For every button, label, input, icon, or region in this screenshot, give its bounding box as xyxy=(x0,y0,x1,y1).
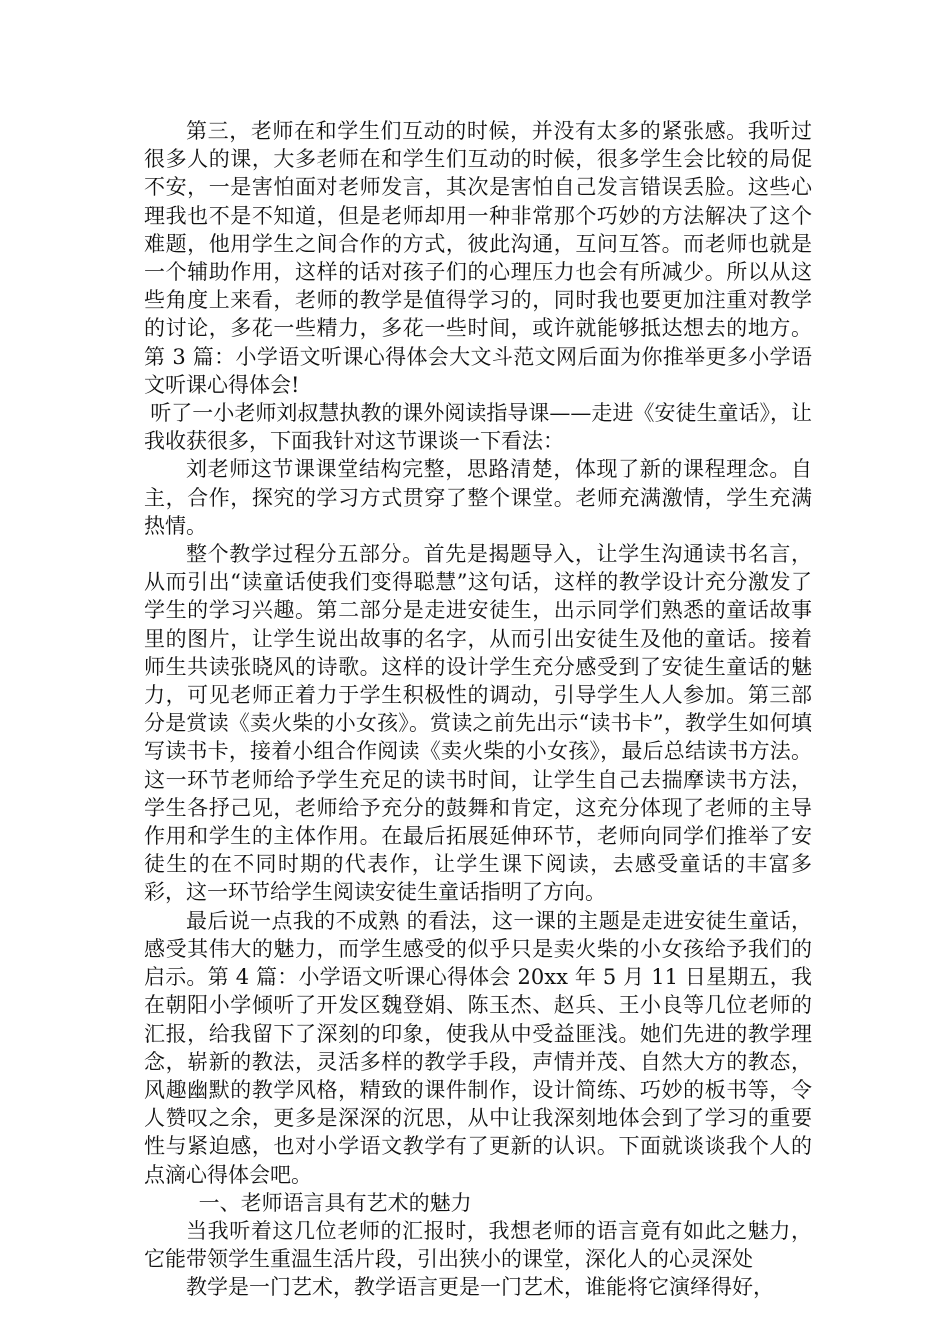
paragraph-teaching-process: 整个教学过程分五部分。首先是揭题导入，让学生沟通读书名言，从而引出“读童话使我们变得聪慧”这句话，这样的教学设计充分激发了学生的学习兴趣。第二部分是走进安徒生，出示同学们熟悉的童话故事里的图片，让学生说出故事的名字，从而引出安徒生及他的童话。接着师生共读张晓风的诗歌。这样的设计学生充分感受到了安徒生童话的魅力，可见老师正着力于学生积极性的调动，引导学生人人参加。第三部分是赏读《卖火柴的小女孩》。赏读之前先出示“读书卡”，教学生如何填写读书卡，接着小组合作阅读《卖火柴的小女孩》，最后总结读书方法。这一环节老师给予学生充足的读书时间，让学生自己去揣摩读书方法，学生各抒己见，老师给予充分的鼓舞和肯定，这充分体现了老师的主导作用和学生的主体作用。在最后拓展延伸环节，老师向同学们推举了安徒生的在不同时期的代表作，让学生课下阅读，去感受童话的丰富多彩，这一环节给学生阅读安徒生童话指明了方向。 xyxy=(144,542,812,905)
paragraph-lesson-intro: 听了一小老师刘叔慧执教的课外阅读指导课——走进《安徒生童话》，让我收获很多，下面我针对这节课谈一下看法： xyxy=(144,401,812,454)
paragraph-class-structure: 刘老师这节课课堂结构完整，思路清楚，体现了新的课程理念。自主，合作，探究的学习方式贯穿了整个课堂。老师充满激情，学生充满热情。 xyxy=(144,457,812,538)
section-heading: 一、老师语言具有艺术的魅力 xyxy=(198,1190,472,1215)
document-body xyxy=(144,117,812,1302)
paragraph-language-charm: 当我听着这几位老师的汇报时，我想老师的语言竟有如此之魅力，它能带领学生重温生活片段，引出狭小的课堂，深化人的心灵深处 xyxy=(144,1218,812,1272)
paragraph-teaching-art: 教学是一门艺术，教学语言更是一门艺术，谁能将它演绎得好， xyxy=(186,1275,774,1300)
paragraph-final-opinion: 最后说一点我的不成熟 的看法，这一课的主题是走进安徒生童话，感受其伟大的魅力，而学生感受的似乎只是卖火柴的小女孩给予我们的启示。第 4 篇：小学语文听课心得体会 20xx 年 5 月 11 日星期五，我在朝阳小学倾听了开发区魏登娟、陈玉杰、赵兵、王小良等几位老师的汇报，给我留下了深刻的印象，使我从中受益匪浅。她们先进的教学理念，崭新的教法，灵活多样的教学手段，声情并茂、自然大方的教态，风趣幽默的教学风格，精致的课件制作，设计简练、巧妙的板书等，令人赞叹之余，更多是深深的沉思，从中让我深刻地体会到了学习的重要性与紧迫感，也对小学语文教学有了更新的认识。下面就谈谈我个人的点滴心得体会吧。 xyxy=(144,908,812,1187)
paragraph-third-point: 第三，老师在和学生们互动的时候，并没有太多的紧张感。我听过很多人的课，大多老师在和学生们互动的时候，很多学生会比较的局促不安，一是害怕面对老师发言，其次是害怕自己发言错误丢脸。这些心理我也不是不知道，但是老师却用一种非常那个巧妙的方法解决了这个难题，他用学生之间合作的方式，彼此沟通，互问互答。而老师也就是一个辅助作用，这样的话对孩子们的心理压力也会有所减少。所以从这些角度上来看，老师的教学是值得学习的，同时我也要更加注重对教学的讨论，多花一些精力，多花一些时间，或许就能够抵达想去的地方。第 3 篇：小学语文听课心得体会大文斗范文网后面为你推举更多小学语文听课心得体会! xyxy=(144,119,812,397)
